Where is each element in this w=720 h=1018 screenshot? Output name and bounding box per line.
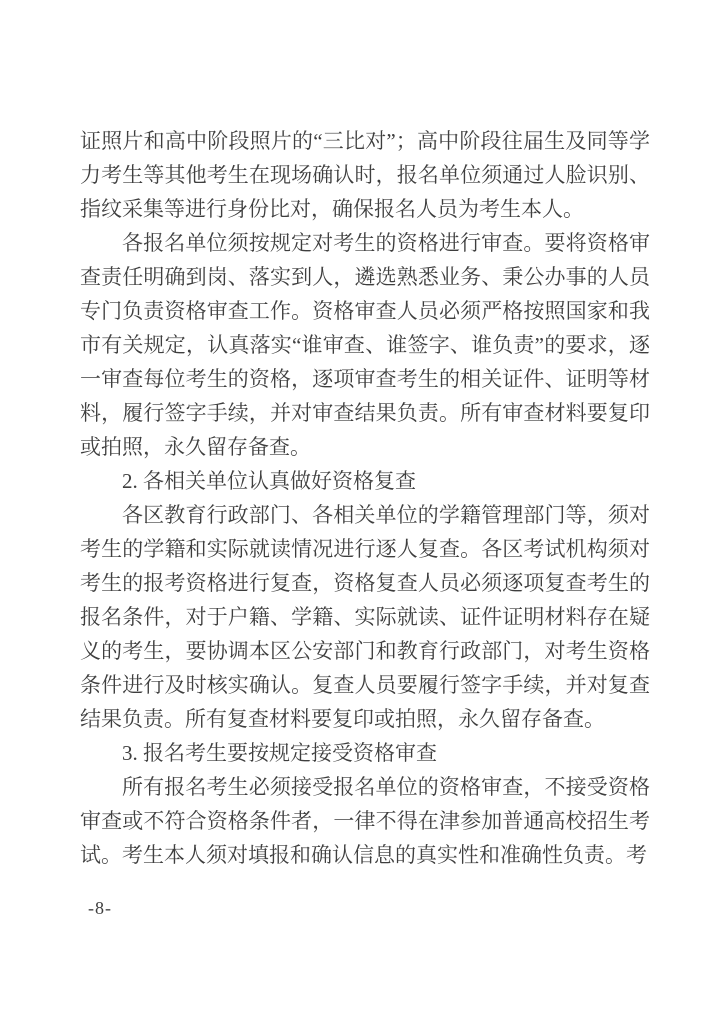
page-body-text	[80, 124, 650, 872]
section-heading: 3. 报名考生要按规定接受资格审查	[122, 741, 437, 765]
paragraph: 所有报名考生必须接受报名单位的资格审查，不接受资格审查或不符合资格条件者，一律不得在津参加普通高校招生考试。考生本人须对填报和确认信息的真实性和准确性负责。考	[80, 775, 650, 867]
section-heading: 2. 各相关单位认真做好资格复查	[122, 469, 416, 493]
paragraph: 各报名单位须按规定对考生的资格进行审查。要将资格审查责任明确到岗、落实到人，遴选熟悉业务、秉公办事的人员专门负责资格审查工作。资格审查人员必须严格按照国家和我市有关规定，认真落实“谁审查、谁签字、谁负责”的要求，逐一审查每位考生的资格，逐项审查考生的相关证件、证明等材料，履行签字手续，并对审查结果负责。所有审查材料要复印或拍照，永久留存备查。	[80, 231, 650, 459]
page-number: -8-	[88, 898, 112, 918]
paragraph: 各区教育行政部门、各相关单位的学籍管理部门等，须对考生的学籍和实际就读情况进行逐人复查。各区考试机构须对考生的报考资格进行复查，资格复查人员必须逐项复查考生的报名条件，对于户籍、学籍、实际就读、证件证明材料存在疑义的考生，要协调本区公安部门和教育行政部门，对考生资格条件进行及时核实确认。复查人员要履行签字手续，并对复查结果负责。所有复查材料要复印或拍照，永久留存备查。	[80, 503, 650, 731]
paragraph: 证照片和高中阶段照片的“三比对”；高中阶段往届生及同等学力考生等其他考生在现场确认时，报名单位须通过人脸识别、指纹采集等进行身份比对，确保报名人员为考生本人。	[80, 129, 650, 221]
